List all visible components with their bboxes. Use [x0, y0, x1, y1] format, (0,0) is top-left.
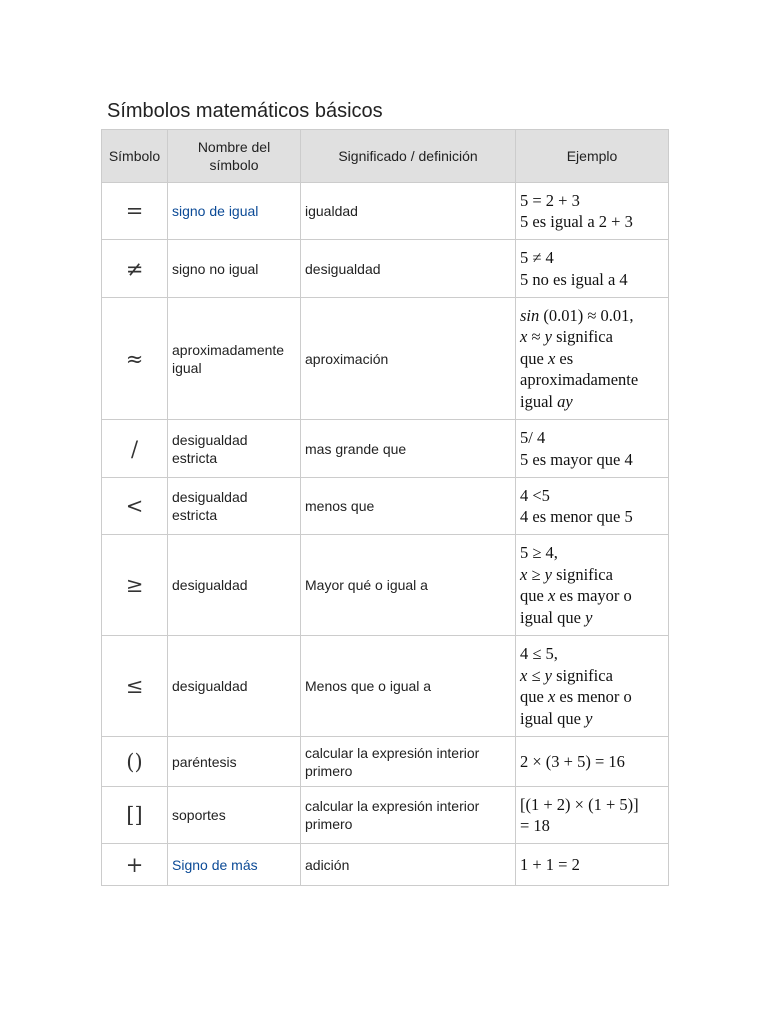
example-line: 4 <5 [520, 485, 550, 505]
example-line: 5 ≥ 4, [520, 543, 558, 562]
example-cell [516, 420, 669, 478]
example-line: que x es menor o [520, 687, 632, 706]
example-cell [516, 535, 669, 636]
name-cell: desigualdad estricta [168, 478, 301, 535]
example-cell [516, 240, 669, 298]
symbol-cell: () [102, 737, 168, 787]
header-example: Ejemplo [516, 130, 669, 183]
meaning-cell: calcular la expresión interior primero [301, 787, 516, 844]
example-cell [516, 298, 669, 420]
name-cell: aproximadamente igual [168, 298, 301, 420]
name-cell: soportes [168, 787, 301, 844]
header-name: Nombre del símbolo [168, 130, 301, 183]
symbol-cell: ≈ [102, 298, 168, 420]
example-line: 4 ≤ 5, [520, 644, 558, 663]
meaning-cell: menos que [301, 478, 516, 535]
example-line: que x es [520, 348, 574, 368]
example-cell [516, 183, 669, 240]
example-line: igual que y [520, 708, 593, 728]
symbol-cell: = [102, 183, 168, 240]
symbol-cell: ≤ [102, 636, 168, 737]
meaning-cell: Mayor qué o igual a [301, 535, 516, 636]
meaning-cell: mas grande que [301, 420, 516, 478]
symbol-cell: < [102, 478, 168, 535]
table-row [102, 636, 669, 737]
name-link[interactable]: signo de igual [172, 203, 259, 219]
example-line: = 18 [520, 816, 550, 835]
name-cell: paréntesis [168, 737, 301, 787]
example-line: 5 ≠ 4 [520, 248, 554, 267]
symbol-cell: / [102, 420, 168, 478]
table-row [102, 844, 669, 886]
example-line: aproximadamente [520, 370, 639, 390]
table-header-row [102, 130, 669, 183]
name-cell [168, 844, 301, 886]
example-line: 5 es igual a 2 + 3 [520, 212, 633, 231]
meaning-cell: desigualdad [301, 240, 516, 298]
example-line: 5 no es igual a 4 [520, 269, 628, 289]
page-title: Símbolos matemáticos básicos [107, 100, 383, 122]
symbol-cell: ≥ [102, 535, 168, 636]
example-line: [(1 + 2) × (1 + 5)] [520, 794, 639, 814]
table-row [102, 787, 669, 844]
example-line: x ≈ y significa [520, 327, 613, 347]
meaning-cell: adición [301, 844, 516, 886]
meaning-cell: aproximación [301, 298, 516, 420]
name-cell: desigualdad [168, 636, 301, 737]
name-cell: desigualdad estricta [168, 420, 301, 478]
example-cell [516, 737, 669, 787]
example-line: x ≥ y significa [520, 564, 613, 584]
header-symbol: Símbolo [102, 130, 168, 183]
example-cell [516, 636, 669, 737]
example-cell [516, 844, 669, 886]
example-line: que x es mayor o [520, 586, 632, 605]
example-line: 5 = 2 + 3 [520, 190, 580, 210]
table-row [102, 183, 669, 240]
table-row [102, 240, 669, 298]
meaning-cell: calcular la expresión interior primero [301, 737, 516, 787]
meaning-cell: igualdad [301, 183, 516, 240]
example-line: 1 + 1 = 2 [520, 854, 580, 874]
example-line: 5 es mayor que 4 [520, 449, 633, 469]
name-cell: signo no igual [168, 240, 301, 298]
name-cell [168, 183, 301, 240]
example-cell [516, 787, 669, 844]
header-meaning: Significado / definición [301, 130, 516, 183]
example-line: igual ay [520, 391, 573, 411]
example-line: 5/ 4 [520, 428, 546, 447]
example-line: 2 × (3 + 5) = 16 [520, 751, 625, 771]
symbols-table [101, 129, 669, 886]
symbol-cell: [] [102, 787, 168, 844]
name-cell: desigualdad [168, 535, 301, 636]
symbol-cell: + [102, 844, 168, 886]
table-row [102, 737, 669, 787]
table-row [102, 478, 669, 535]
example-line: 4 es menor que 5 [520, 507, 633, 526]
example-line: sin (0.01) ≈ 0.01, [520, 305, 634, 325]
table-row [102, 420, 669, 478]
example-cell [516, 478, 669, 535]
name-link[interactable]: Signo de más [172, 856, 258, 873]
example-line: igual que y [520, 607, 593, 627]
symbol-cell: ≠ [102, 240, 168, 298]
meaning-cell: Menos que o igual a [301, 636, 516, 737]
example-line: x ≤ y significa [520, 665, 613, 685]
table-row [102, 298, 669, 420]
table-row [102, 535, 669, 636]
